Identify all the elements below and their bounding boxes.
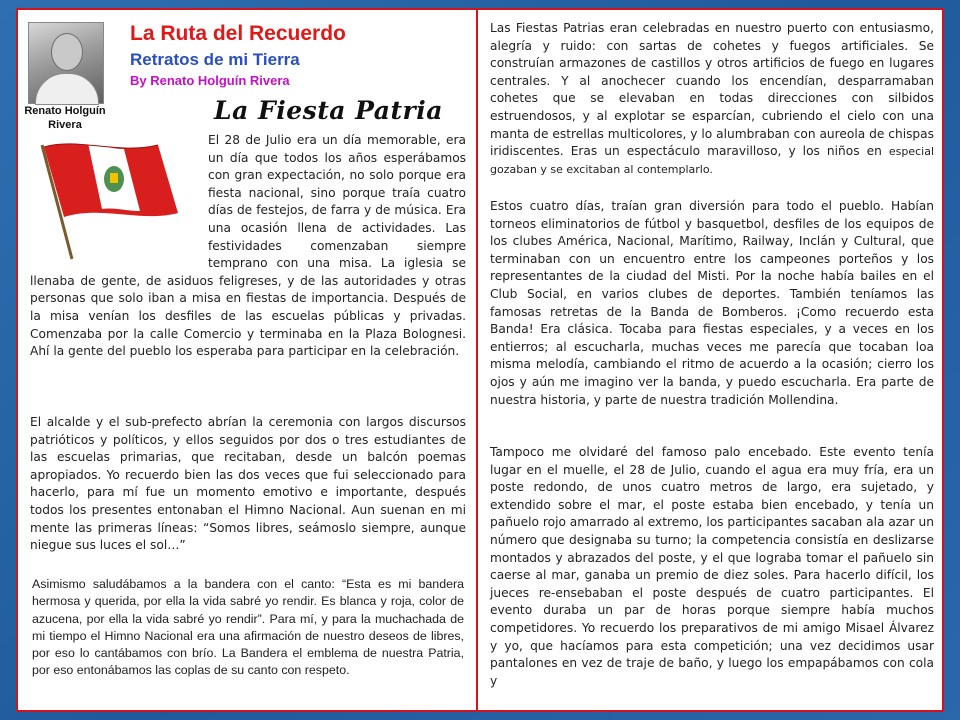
paragraph-fireworks-text: Las Fiestas Patrias eran celebradas en nuestro puerto con entusiasmo, alegría y ruido: con sartas de cohetes y fuegos artificiales. Se construían armazones de castillos y otros artificios de fuego en lugares centrales. Y al anochecer cuando los encendían, desparramaban cohetes que se elevaban en todas direcciones con silbidos estruendosos, y al explotar se esparcían, cubriendo el cielo con una manta de estrellas multicolores, y lo alumbraban con aureola de chispas iridiscentes. Eras un espectáculo maravilloso, y los niños en <box>490 21 934 159</box>
flag-float-spacer <box>30 132 208 260</box>
byline: By Renato Holguín Rivera <box>130 73 290 88</box>
paragraph-ceremony: El alcalde y el sub-prefecto abrían la ceremonia con largos discursos patrióticos y políticos, y ellos seguidos por dos o tres estudiantes de las escuelas primarias, que recitaban, desde un balcón poemas apropiados. Yo recuerdo bien las dos veces que fui seleccionado para hacerlo, para mí fue un momento emotivo e importante, después todos los presentes entonaban el Himno Nacional. Aun suenan en mi mente las primeras líneas: “Somos libres, seámoslo siempre, aunque niegue sus luces el sol…” <box>30 415 466 553</box>
author-photo <box>28 22 104 104</box>
paragraph-intro-text: El 28 de Julio era un día memorable, era un día que todos los años esperábamos con gran expectación, no solo porque era fiesta nacional, sino porque traía cuatro días de festejos, de farra y de música. Era una ocasión llena de actividades. Las festividades comenzaban siempre temprano con una misa. La iglesia se llenaba de gente, de asiduos feligreses, y de las autoridades y otras personas que solo iban a misa en fiestas de importancia. Después de la misa venían los desfiles de las escuelas públicas y privadas. Comenzaba por la calle Comercio y terminaba en la Plaza Bolognesi. Ahí la gente del pueblo los esperaba para participar en la celebración. <box>30 133 466 359</box>
article-page <box>16 8 944 712</box>
author-caption: Renato Holguín Rivera <box>24 105 106 131</box>
author-head-shape <box>51 33 83 71</box>
author-shoulders-shape <box>35 73 99 105</box>
paragraph-fireworks <box>490 20 934 178</box>
series-subtitle: Retratos de mi Tierra <box>130 50 300 69</box>
paragraph-greasy-pole: Tampoco me olvidaré del famoso palo encebado. Este evento tenía lugar en el muelle, el 28 de Julio, cuando el agua era muy fría, era un poste redondo, de unos cuatro metros de largo, era sujetado, y extendido sobre el mar, el poste estaba bien encebado, y tenía un pañuelo rojo amarrado al extremo, los participantes sacaban ala azar un número que designaba su turno; la competencia consistía en deslizarse montados y abrazados del poste, y el que lograba tomar el pañuelo sin caerse al mar, ganaba un premio de diez soles. Para hacerlo difícil, los jueces re-ensebaban el poste después de cuatro participantes. El evento duraba un par de horas porque siempre había muchos competidores. Yo recuerdo los preparativos de mi amigo Misael Álvarez y yo, que hacíamos para esta competición; una vez decidimos usar pantalones en vez de traje de baño, y luego los empapábamos con cola y <box>490 445 934 688</box>
series-title: La Ruta del Recuerdo <box>130 22 346 45</box>
right-column <box>480 10 942 710</box>
paragraph-intro <box>30 132 466 361</box>
article-headline: La Fiesta Patria <box>214 96 443 125</box>
left-column <box>18 10 478 710</box>
paragraph-fireworks-tail: especial gozaban y se excitaban al contemplarlo. <box>490 145 935 176</box>
paragraph-flag-song: Asimismo saludábamos a la bandera con el canto: “Esta es mi bandera hermosa y querida, por ella la vida sabré yo rendir. Es blanca y roja, color de azucena, por ella la vida sabré yo rendir”. Para mí, y para la muchachada de mi tiempo el Himno Nacional era una afirmación de nuestro deseos de libres, por eso lo cantábamos con brío. La Bandera el emblema de nuestra Patria, por eso entonábamos las coplas de su canto con respeto. <box>32 577 464 678</box>
paragraph-festivities: Estos cuatro días, traían gran diversión para todo el pueblo. Habían torneos eliminatorios de fútbol y basquetbol, desfiles de los equipos de los clubes América, Nacional, Marítimo, Railway, Inclán y Cultural, que terminaban con un encuentro entre los campeones porteños y los representantes de la ciudad del Misti. Por la noche había bailes en el Club Social, en varios clubes de deportes. También teníamos las famosas retretas de la Banda de Bomberos. ¡Como recuerdo esta Banda! Era clásica. Tocaba para fiestas especiales, y a veces en los entierros; al escucharla, muchas veces me parecía que tocaban loa misma melodía, cambiando el ritmo de acuerdo a la ocasión; cierro los ojos y aún me imagino ver la banda, y puedo escucharla. Era parte de nuestra historia, y parte de nuestra tradición Mollendina. <box>490 199 934 407</box>
